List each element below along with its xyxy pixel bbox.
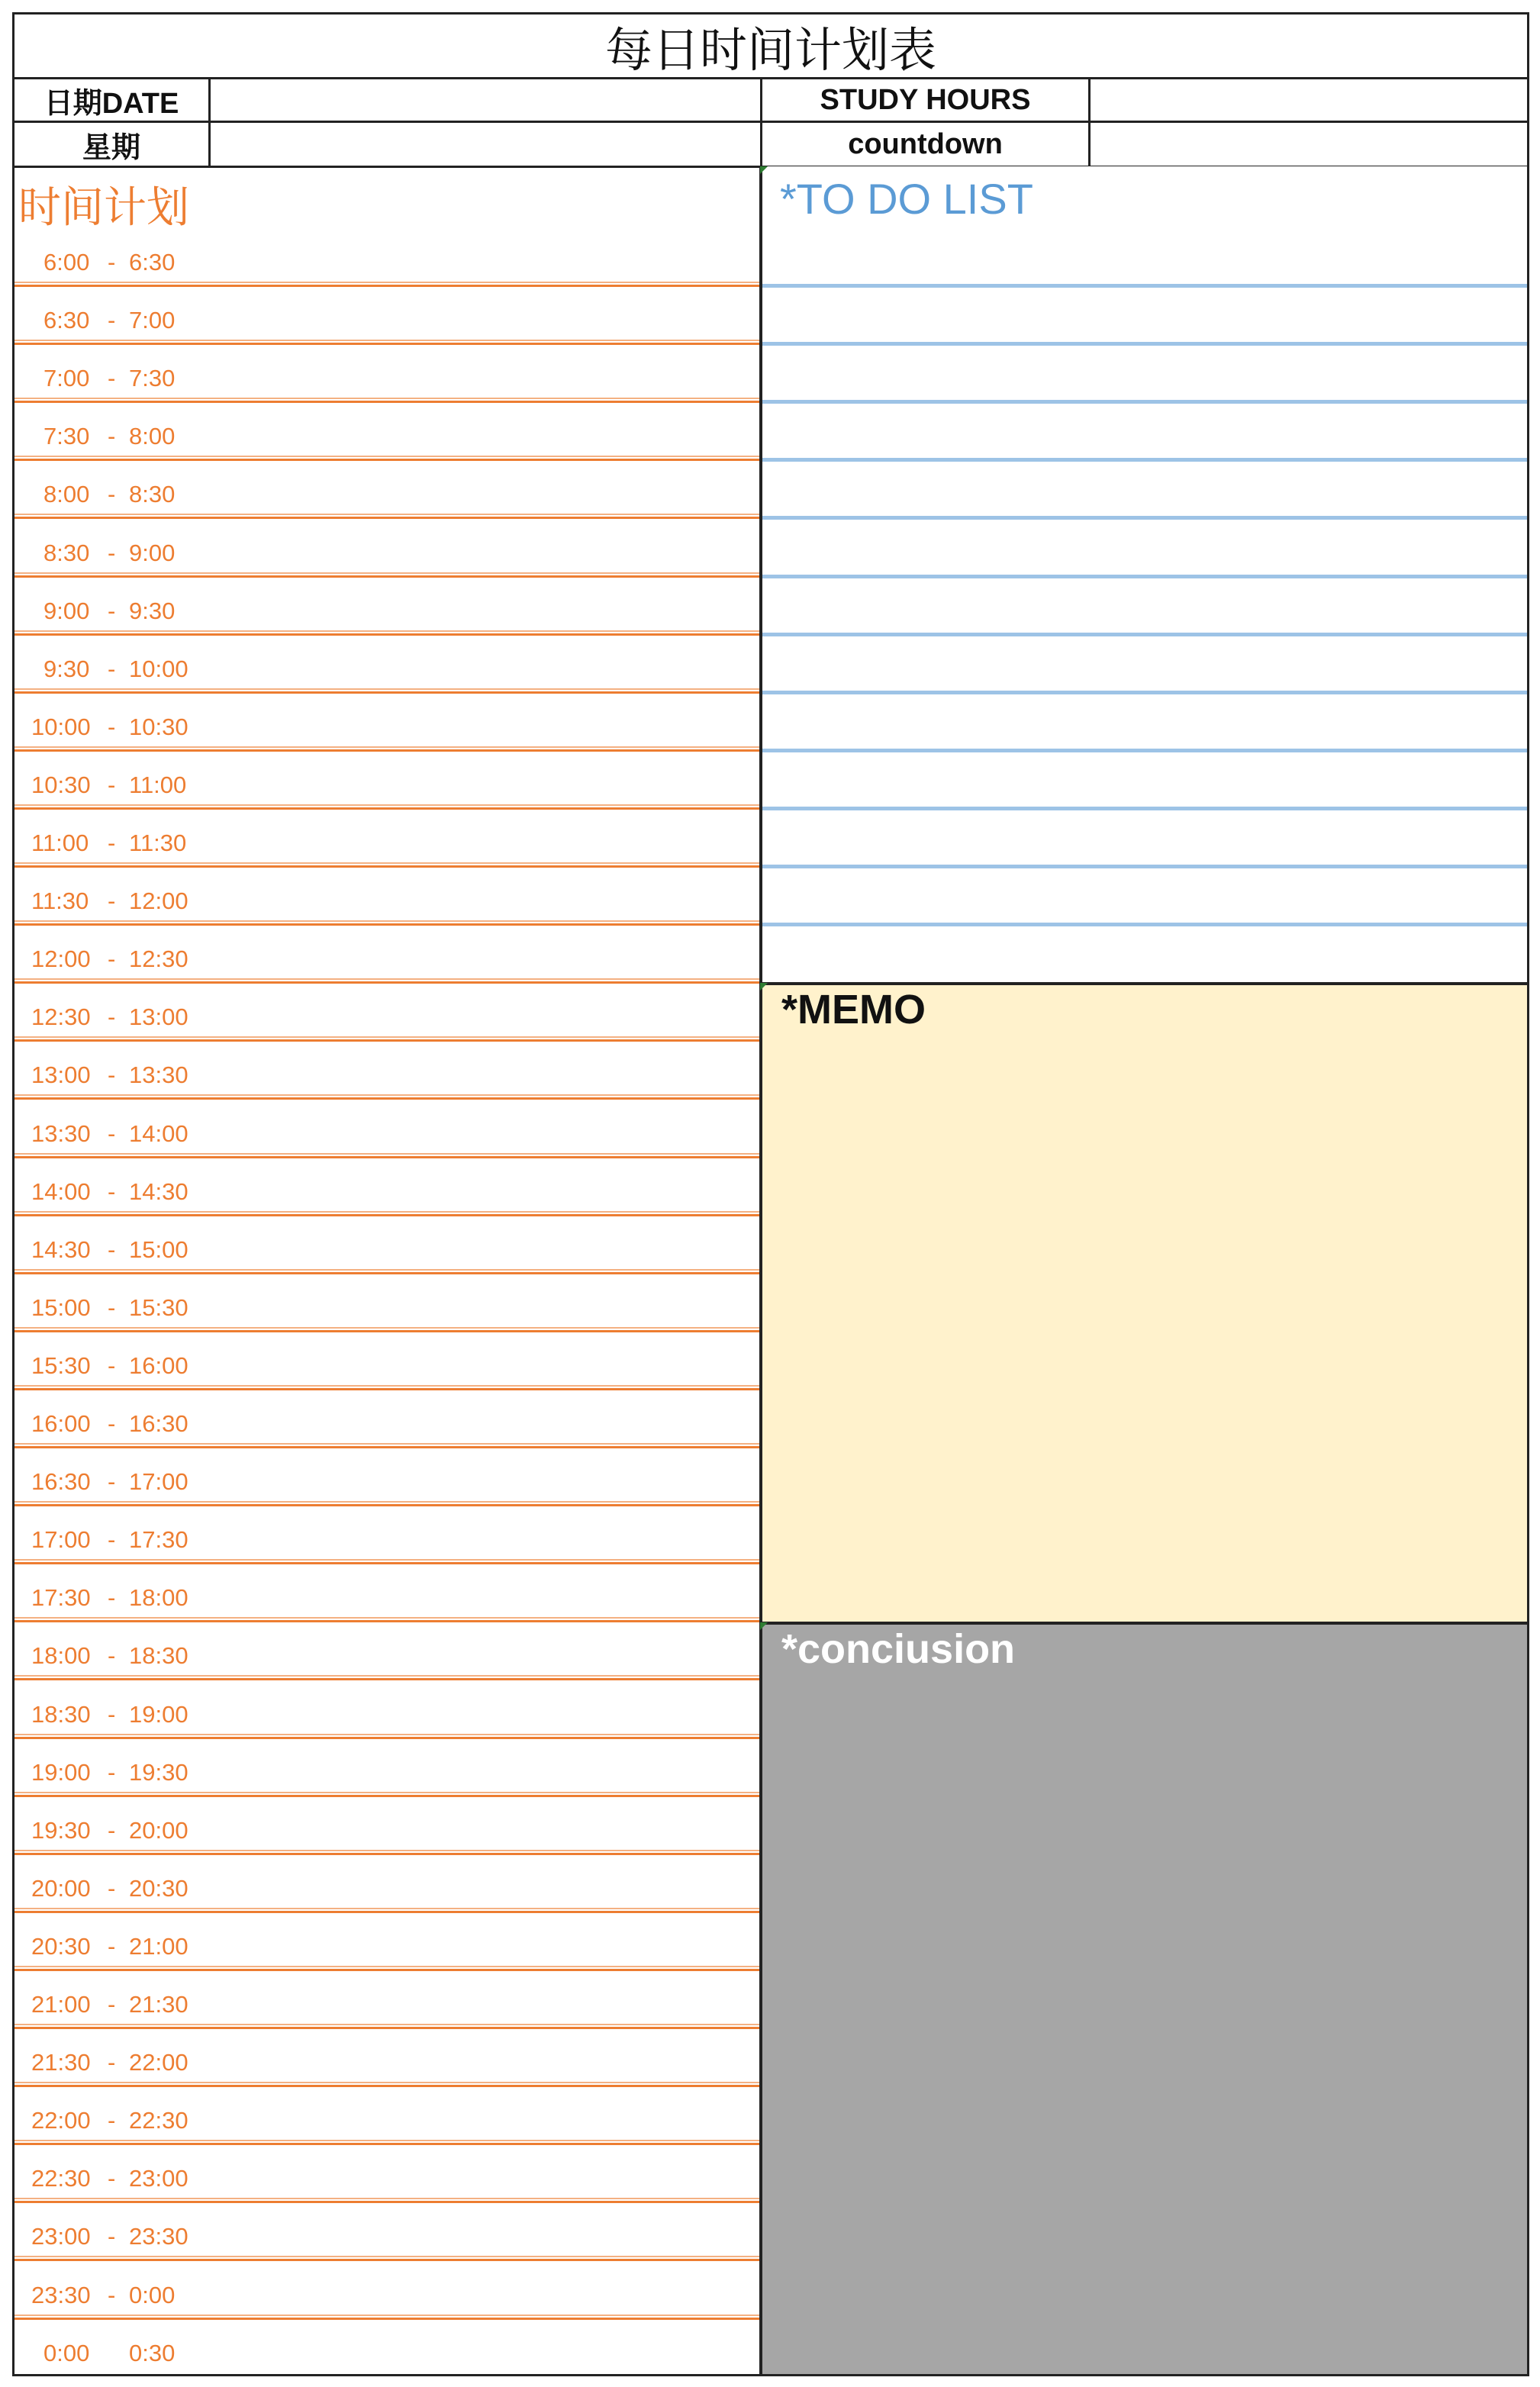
date-field[interactable] [208,77,762,123]
weekday-label: 星期 [12,121,211,168]
todo-line[interactable] [762,575,1527,578]
slot-separator: - [108,307,116,333]
slot-start-time: 14:00 [31,1178,91,1205]
slot-end-time: 11:30 [129,829,187,856]
slot-divider [14,1850,759,1855]
slot-divider [14,1908,759,1913]
time-slot-row[interactable] [14,1332,759,1390]
slot-end-time: 19:30 [129,1759,188,1786]
slot-divider [14,920,759,926]
slot-start-time: 10:30 [31,772,91,798]
study-hours-field[interactable] [1088,77,1529,123]
slot-start-time: 9:00 [43,598,90,624]
slot-separator: - [108,1875,116,1902]
slot-divider [14,630,759,636]
slot-separator: - [108,540,116,566]
conclusion-title: *conciusion [781,1626,1016,1672]
time-slot-row[interactable] [14,229,759,287]
slot-separator: - [108,2282,116,2308]
slot-separator: - [108,1352,116,1379]
slot-start-time: 15:00 [31,1294,91,1321]
slot-end-time: 0:00 [129,2282,176,2308]
slot-divider [14,340,759,345]
slot-divider [14,1036,759,1042]
time-slot-row[interactable] [14,345,759,403]
time-slot-row[interactable] [14,1855,759,1913]
slot-start-time: 17:00 [31,1526,91,1553]
slot-end-time: 20:30 [129,1875,188,1902]
slot-separator: - [108,1701,116,1728]
slot-separator: - [108,1468,116,1495]
time-slot-row[interactable] [14,1506,759,1564]
slot-divider [14,746,759,752]
slot-start-time: 13:30 [31,1120,91,1147]
slot-start-time: 22:00 [31,2107,91,2134]
slot-separator: - [108,1120,116,1147]
time-slot-row[interactable] [14,1913,759,1971]
slot-start-time: 0:00 [43,2340,90,2366]
time-slot-row[interactable] [14,461,759,519]
todo-line[interactable] [762,749,1527,752]
memo-panel[interactable] [760,983,1529,1624]
todo-title: *TO DO LIST [780,175,1033,223]
todo-line[interactable] [762,691,1527,694]
slot-start-time: 20:30 [31,1933,91,1960]
slot-separator: - [108,945,116,972]
todo-line[interactable] [762,342,1527,346]
slot-separator: - [108,2107,116,2134]
slot-end-time: 15:00 [129,1236,188,1263]
slot-start-time: 21:30 [31,2049,91,2076]
slot-start-time: 7:00 [43,365,90,391]
time-slot-row[interactable] [14,2320,759,2378]
slot-separator: - [108,1759,116,1786]
todo-line[interactable] [762,633,1527,636]
slot-end-time: 15:30 [129,1294,188,1321]
time-slot-row[interactable] [14,636,759,694]
time-slot-row[interactable] [14,868,759,926]
todo-line[interactable] [762,923,1527,926]
slot-divider [14,2256,759,2261]
slot-end-time: 13:30 [129,1061,188,1088]
slot-start-time: 15:30 [31,1352,91,1379]
slot-separator: - [108,481,116,507]
slot-end-time: 20:00 [129,1817,188,1844]
slot-divider [14,1559,759,1564]
slot-divider [14,2140,759,2145]
slot-divider [14,282,759,287]
time-slot-row[interactable] [14,1622,759,1680]
slot-separator: - [108,1642,116,1669]
slot-end-time: 8:30 [129,481,176,507]
time-slot-row[interactable] [14,1100,759,1158]
slot-separator: - [108,1236,116,1263]
slot-end-time: 14:00 [129,1120,188,1147]
slot-start-time: 7:30 [43,423,90,449]
slot-end-time: 7:30 [129,365,176,391]
cell-marker-icon [760,983,768,991]
slot-start-time: 13:00 [31,1061,91,1088]
slot-separator: - [108,656,116,682]
slot-end-time: 12:00 [129,887,188,914]
slot-divider [14,1211,759,1216]
slot-end-time: 17:30 [129,1526,188,1553]
slot-separator: - [108,2049,116,2076]
slot-separator: - [108,249,116,275]
slot-divider [14,1501,759,1506]
time-slot-row[interactable] [14,1681,759,1739]
slot-divider [14,2024,759,2029]
slot-divider [14,804,759,810]
slot-end-time: 10:30 [129,714,188,740]
slot-start-time: 8:30 [43,540,90,566]
time-slot-row[interactable] [14,1390,759,1448]
time-slot-row[interactable] [14,810,759,868]
slot-separator: - [108,1933,116,1960]
slot-end-time: 23:00 [129,2165,188,2192]
slot-divider [14,2198,759,2203]
date-label: 日期DATE [12,77,211,123]
slot-end-time: 11:00 [129,772,187,798]
slot-end-time: 18:30 [129,1642,188,1669]
slot-start-time: 6:00 [43,249,90,275]
slot-end-time: 14:30 [129,1178,188,1205]
todo-line[interactable] [762,458,1527,462]
slot-start-time: 14:30 [31,1236,91,1263]
study-hours-label: STUDY HOURS [760,77,1091,123]
slot-separator: - [108,2165,116,2192]
slot-start-time: 20:00 [31,1875,91,1902]
slot-start-time: 18:00 [31,1642,91,1669]
countdown-label: countdown [760,121,1091,168]
slot-end-time: 16:00 [129,1352,188,1379]
memo-title: *MEMO [781,987,926,1032]
todo-line[interactable] [762,516,1527,520]
slot-divider [14,514,759,519]
slot-divider [14,1675,759,1680]
slot-separator: - [108,1178,116,1205]
cell-marker-icon [760,166,768,174]
slot-divider [14,1966,759,1971]
slot-separator: - [108,1003,116,1030]
slot-start-time: 12:30 [31,1003,91,1030]
slot-end-time: 6:30 [129,249,176,275]
slot-start-time: 19:30 [31,1817,91,1844]
time-slot-row[interactable] [14,1216,759,1274]
time-slot-row[interactable] [14,1564,759,1622]
time-slot-row[interactable] [14,694,759,752]
todo-line[interactable] [762,284,1527,288]
slot-end-time: 12:30 [129,945,188,972]
slot-start-time: 16:30 [31,1468,91,1495]
cell-marker-icon [760,1622,768,1630]
time-slot-row[interactable] [14,287,759,345]
time-slot-row[interactable] [14,1042,759,1100]
slot-start-time: 8:00 [43,481,90,507]
slot-start-time: 22:30 [31,2165,91,2192]
time-slot-row[interactable] [14,926,759,984]
slot-start-time: 16:00 [31,1410,91,1437]
slot-start-time: 21:00 [31,1991,91,2018]
time-slot-row[interactable] [14,1971,759,2029]
todo-line[interactable] [762,400,1527,404]
time-slot-row[interactable] [14,1448,759,1506]
conclusion-panel[interactable] [760,1622,1529,2376]
slot-separator: - [108,714,116,740]
slot-end-time: 21:30 [129,1991,188,2018]
slot-divider [14,688,759,694]
slot-start-time: 10:00 [31,714,91,740]
time-slot-row[interactable] [14,2145,759,2203]
slot-end-time: 22:00 [129,2049,188,2076]
time-slot-row[interactable] [14,578,759,636]
slot-end-time: 13:00 [129,1003,188,1030]
time-slot-row[interactable] [14,520,759,578]
time-slot-row[interactable] [14,2262,759,2320]
todo-line[interactable] [762,865,1527,868]
slot-divider [14,1792,759,1797]
slot-divider [14,1327,759,1332]
slot-end-time: 7:00 [129,307,176,333]
slot-start-time: 9:30 [43,656,90,682]
slot-end-time: 8:00 [129,423,176,449]
slot-divider [14,1385,759,1390]
slot-start-time: 17:30 [31,1584,91,1611]
slot-divider [14,2315,759,2320]
slot-separator: - [108,1817,116,1844]
time-slot-row[interactable] [14,403,759,461]
time-slot-row[interactable] [14,984,759,1042]
slot-separator: - [108,829,116,856]
time-slot-row[interactable] [14,752,759,810]
time-slot-row[interactable] [14,2203,759,2261]
time-plan-title: 时间计划 [18,183,189,231]
slot-separator: - [108,1410,116,1437]
slot-start-time: 23:00 [31,2223,91,2250]
todo-line[interactable] [762,807,1527,810]
slot-start-time: 6:30 [43,307,90,333]
time-slot-row[interactable] [14,2087,759,2145]
time-slot-row[interactable] [14,2029,759,2087]
slot-separator: - [108,365,116,391]
weekday-field[interactable] [208,121,762,168]
slot-end-time: 23:30 [129,2223,188,2250]
slot-divider [14,1153,759,1158]
slot-start-time: 18:30 [31,1701,91,1728]
slot-divider [14,1443,759,1448]
time-slot-row[interactable] [14,1158,759,1216]
slot-divider [14,1734,759,1739]
slot-end-time: 22:30 [129,2107,188,2134]
page-title: 每日时间计划表 [12,12,1529,79]
slot-separator: - [108,1991,116,2018]
slot-end-time: 18:00 [129,1584,188,1611]
slot-start-time: 12:00 [31,945,91,972]
slot-divider [14,862,759,868]
slot-end-time: 17:00 [129,1468,188,1495]
slot-separator: - [108,1061,116,1088]
slot-separator: - [108,1294,116,1321]
slot-divider [14,1094,759,1100]
slot-separator: - [108,1526,116,1553]
slot-separator: - [108,2223,116,2250]
slot-separator: - [108,772,116,798]
slot-end-time: 9:00 [129,540,176,566]
slot-end-time: 16:30 [129,1410,188,1437]
slot-start-time: 11:00 [31,829,89,856]
slot-start-time: 11:30 [31,887,89,914]
time-slot-row[interactable] [14,1797,759,1855]
time-slot-row[interactable] [14,1274,759,1332]
slot-end-time: 0:30 [129,2340,176,2366]
slot-divider [14,978,759,984]
slot-end-time: 10:00 [129,656,188,682]
countdown-field[interactable] [1088,121,1529,168]
slot-divider [14,572,759,578]
slot-end-time: 19:00 [129,1701,188,1728]
slot-divider [14,1269,759,1274]
slot-divider [14,1617,759,1622]
slot-separator: - [108,887,116,914]
slot-end-time: 21:00 [129,1933,188,1960]
slot-divider [14,456,759,461]
slot-end-time: 9:30 [129,598,176,624]
slot-start-time: 23:30 [31,2282,91,2308]
slot-separator: - [108,1584,116,1611]
slot-divider [14,2082,759,2087]
slot-start-time: 19:00 [31,1759,91,1786]
slot-divider [14,398,759,403]
slot-separator: - [108,423,116,449]
time-slot-row[interactable] [14,1739,759,1797]
slot-separator: - [108,598,116,624]
